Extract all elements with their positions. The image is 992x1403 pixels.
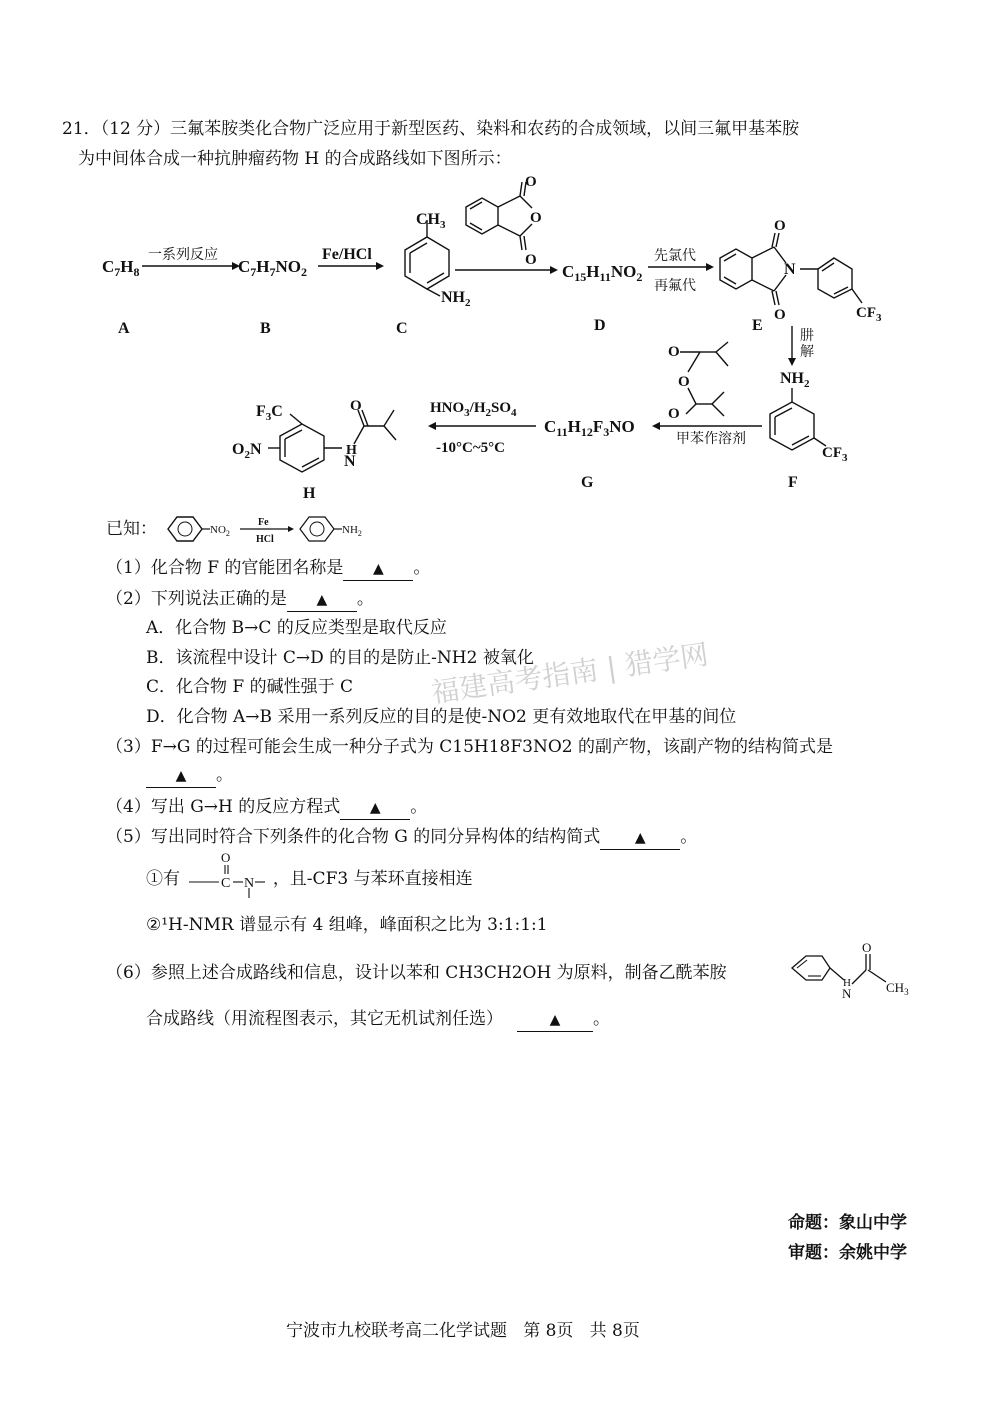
- q5-text: （5）写出同时符合下列条件的化合物 G 的同分异构体的结构简式: [106, 827, 601, 847]
- arrow-label-D-E-top: 先氯代: [654, 249, 696, 264]
- q3-period: 。: [216, 765, 233, 785]
- formula-A: $C_7H_8$: [102, 257, 140, 279]
- q5: [106, 826, 697, 850]
- q6-line1: （6）参照上述合成路线和信息，设计以苯和 CH3CH2OH 为原料，制备乙酰苯胺: [106, 963, 727, 983]
- arrow-label-E-F-2: 解: [800, 345, 814, 360]
- q2-answer-blank[interactable]: ▲: [287, 589, 357, 612]
- q2-option-C: C．化合物 F 的碱性强于 C: [146, 677, 354, 697]
- formula-D: $C_{15}H_{11}NO_2$: [562, 262, 643, 284]
- svg-text:H: H: [843, 977, 851, 989]
- q6-line2: [146, 1008, 610, 1032]
- label-H: H: [303, 485, 316, 502]
- svg-text:CF3: $CF_3$: [856, 305, 882, 324]
- label-E: E: [752, 317, 763, 334]
- q2: [106, 588, 374, 612]
- arrow-label-G-H-bottom: -10°C~5°C: [436, 440, 505, 456]
- svg-text:O: O: [668, 344, 680, 360]
- q4-answer-blank[interactable]: ▲: [340, 797, 410, 820]
- svg-text:O: O: [525, 174, 537, 190]
- label-C: C: [396, 320, 408, 337]
- q2-option-D: D．化合物 A→B 采用一系列反应的目的是使-NO2 更有效地取代在甲基的间位: [146, 707, 737, 727]
- arrow-head-F-G: [652, 422, 660, 430]
- svg-text:O: O: [530, 210, 542, 226]
- watermark: 福建高考指南 | 猎学网: [429, 637, 711, 710]
- arrow-label-F-G: 甲苯作溶剂: [676, 432, 746, 447]
- q5-period: 。: [680, 827, 698, 847]
- arrow-head-B-C: [376, 262, 384, 270]
- svg-text:NH2: $NH_2$: [342, 524, 362, 538]
- svg-text:N: N: [842, 986, 852, 1001]
- label-G: G: [581, 474, 594, 491]
- svg-text:F3C: $F_3C$: [256, 403, 283, 423]
- formula-B: $C_7H_7NO_2$: [238, 257, 308, 279]
- amide-group-icon: [185, 848, 267, 898]
- label-D: D: [594, 317, 606, 334]
- q3-answer-blank[interactable]: ▲: [146, 765, 216, 788]
- svg-text:O: O: [678, 374, 690, 390]
- structure-phthalic-anhydride: [466, 174, 542, 268]
- question-intro-line2: 为中间体合成一种抗肿瘤药物 H 的合成路线如下图所示：: [78, 149, 512, 169]
- q1: [106, 557, 430, 581]
- structure-F: [770, 370, 848, 464]
- svg-text:H: H: [346, 443, 357, 458]
- label-A: A: [118, 320, 130, 337]
- q6-answer-blank[interactable]: ▲: [517, 1009, 593, 1032]
- svg-text:C: C: [221, 876, 231, 891]
- structure-H: [232, 398, 396, 472]
- formula-G: $C_{11}H_{12}F_3NO$: [544, 417, 635, 439]
- label-B: B: [260, 320, 271, 337]
- q2-option-A: A．化合物 B→C 的反应类型是取代反应: [146, 618, 447, 638]
- known-reaction: [160, 512, 420, 546]
- svg-text:CF3: $CF_3$: [822, 445, 848, 464]
- svg-text:CH3: $CH_3$: [416, 211, 446, 231]
- svg-text:O: O: [350, 398, 362, 414]
- q1-text: （1）化合物 F 的官能团名称是: [106, 558, 344, 578]
- credit-reviewer: 审题：余姚中学: [788, 1243, 907, 1263]
- svg-text:NO2: $NO_2$: [210, 524, 230, 538]
- q4-period: 。: [410, 797, 428, 817]
- svg-text:N: N: [244, 876, 255, 891]
- svg-text:O: O: [774, 307, 786, 323]
- q3: （3）F→G 的过程可能会生成一种分子式为 C15H18F3NO2 的副产物，该副产物的结构简式是: [106, 737, 833, 757]
- q4: [106, 796, 427, 820]
- q5-condition-1: [146, 850, 473, 898]
- q2-period: 。: [356, 589, 374, 609]
- q6-period: 。: [593, 1009, 610, 1029]
- q3-answer-line: [146, 764, 233, 788]
- q1-answer-blank[interactable]: ▲: [343, 558, 413, 581]
- svg-text:N: N: [344, 453, 356, 470]
- question-intro-line1: 21．（12 分）三氟苯胺类化合物广泛应用于新型医药、染料和农药的合成领域，以间三氟甲基苯胺: [62, 119, 800, 139]
- q2-option-B: B．该流程中设计 C→D 的目的是防止-NH2 被氧化: [146, 648, 534, 668]
- structure-E: [720, 218, 882, 324]
- arrow-label-E-F-1: 肼: [800, 329, 814, 344]
- arrow-label-D-E-bottom: 再氟代: [654, 279, 696, 294]
- svg-text:O: O: [862, 940, 872, 955]
- arrow-head-E-F: [788, 358, 796, 366]
- q5-c1-prefix: ①有: [146, 869, 180, 889]
- q5-condition-2: ②¹H-NMR 谱显示有 4 组峰，峰面积之比为 3:1:1:1: [146, 915, 548, 935]
- synthesis-scheme: [0, 168, 992, 508]
- arrow-head-D-E: [706, 263, 714, 271]
- arrow-head-C-D: [550, 266, 558, 274]
- arrow-label-B-C: Fe/HCl: [322, 246, 372, 263]
- q4-text: （4）写出 G→H 的反应方程式: [106, 797, 341, 817]
- structure-C: [405, 211, 471, 309]
- svg-text:O: O: [525, 252, 537, 268]
- svg-text:NH2: $NH_2$: [441, 289, 471, 309]
- svg-text:CH3: $CH_3$: [886, 980, 909, 997]
- acetanilide-structure: [786, 938, 926, 1008]
- svg-text:O: O: [774, 218, 786, 234]
- q6-line2-text: 合成路线（用流程图表示，其它无机试剂任选）: [146, 1009, 503, 1029]
- q2-text: （2）下列说法正确的是: [106, 589, 287, 609]
- credit-author: 命题：象山中学: [788, 1213, 907, 1233]
- known-label: 已知：: [106, 519, 157, 539]
- arrow-label-A-B: 一系列反应: [148, 248, 218, 263]
- known-reagent-bottom: HCl: [256, 534, 274, 545]
- page-footer: 宁波市九校联考高二化学试题 第 8页 共 8页: [286, 1321, 640, 1341]
- svg-text:O: O: [221, 850, 231, 865]
- q5-c1-suffix: ，且-CF3 与苯环直接相连: [272, 869, 473, 889]
- structure-isobutyric-anhydride: [668, 342, 728, 422]
- q1-period: 。: [413, 558, 431, 578]
- svg-text:O: O: [668, 406, 680, 422]
- q5-answer-blank[interactable]: ▲: [600, 827, 680, 850]
- svg-text:O2N: $O_2N$: [232, 441, 262, 461]
- arrow-label-G-H-top: $HNO_3/H_2SO_4$: [430, 400, 517, 419]
- label-F: F: [788, 474, 798, 491]
- svg-text:N: N: [784, 261, 796, 278]
- svg-text:NH2: $NH_2$: [780, 370, 810, 390]
- arrow-head-G-H: [428, 422, 436, 430]
- known-reagent-top: Fe: [258, 517, 269, 528]
